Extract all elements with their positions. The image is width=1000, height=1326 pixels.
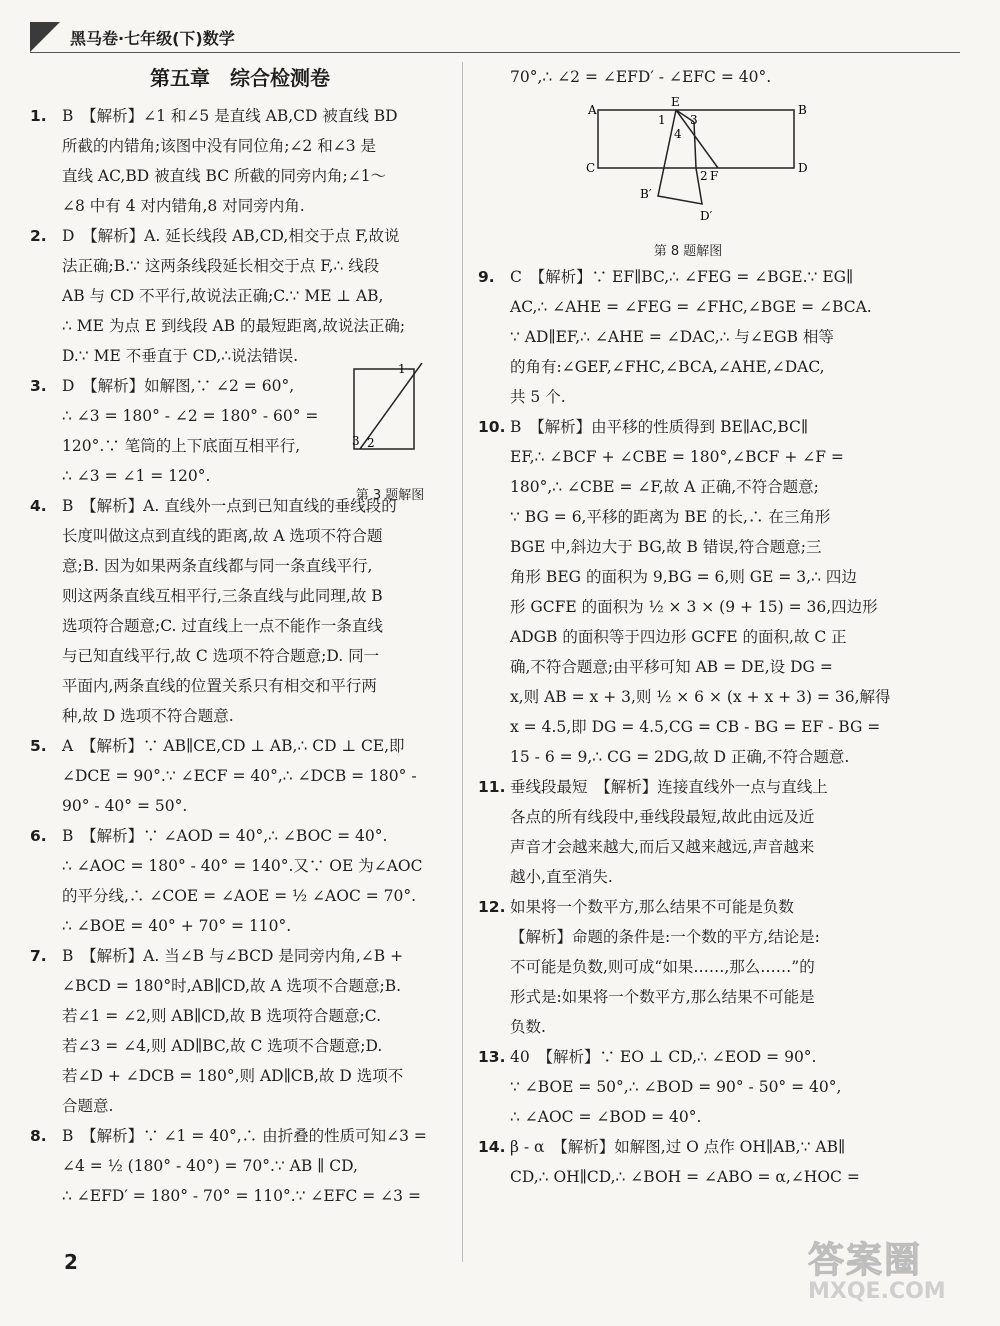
answer-line: ∠4 = ½ (180° - 40°) = 70°.∵ AB ∥ CD, bbox=[62, 1157, 358, 1175]
answer-line: ADGB 的面积等于四边形 GCFE 的面积,故 C 正 bbox=[510, 628, 847, 646]
answer-line: ∵ AD∥EF,∴ ∠AHE = ∠DAC,∴ 与∠EGB 相等 bbox=[510, 328, 834, 346]
fig3-label-1: 1 bbox=[398, 363, 406, 376]
answer-13 bbox=[478, 1042, 898, 1132]
answer-line: 意;B. 因为如果两条直线都与同一条直线平行, bbox=[62, 557, 373, 575]
answer-8-continued: 70°,∴ ∠2 = ∠EFD′ - ∠EFC = 40°. bbox=[510, 68, 772, 86]
answer-12 bbox=[478, 892, 898, 1042]
answer-number: 12. bbox=[478, 898, 506, 916]
svg-text:D: D bbox=[798, 161, 808, 175]
answer-line: D 【解析】A. 延长线段 AB,CD,相交于点 F,故说 bbox=[62, 227, 400, 245]
answer-line: B 【解析】A. 当∠B 与∠BCD 是同旁内角,∠B + bbox=[62, 947, 404, 965]
answer-line: ∴ ME 为点 E 到线段 AB 的最短距离,故说法正确; bbox=[62, 317, 406, 335]
right-column bbox=[478, 62, 898, 1192]
answer-line: 越小,直至消失. bbox=[510, 868, 613, 886]
svg-text:1: 1 bbox=[658, 113, 666, 127]
answer-line: C 【解析】∵ EF∥BC,∴ ∠FEG = ∠BGE.∵ EG∥ bbox=[510, 268, 854, 286]
answer-9 bbox=[478, 262, 898, 412]
svg-text:A: A bbox=[588, 103, 597, 117]
figure-8-caption: 第 8 题解图 bbox=[653, 244, 723, 259]
answer-line: ∴ ∠BOE = 40° + 70° = 110°. bbox=[62, 917, 292, 935]
figure-3 bbox=[340, 363, 440, 511]
answer-number: 11. bbox=[478, 778, 506, 796]
answer-line: A 【解析】∵ AB∥CE,CD ⊥ AB,∴ CD ⊥ CE,即 bbox=[62, 737, 405, 755]
answer-line: 与已知直线平行,故 C 选项不符合题意;D. 同一 bbox=[62, 647, 380, 665]
answer-line: 则这两条直线互相平行,三条直线与此同理,故 B bbox=[62, 587, 383, 605]
answer-line: 15 - 6 = 9,∴ CG = 2DG,故 D 正确,不符合题意. bbox=[510, 748, 850, 766]
watermark bbox=[808, 1232, 968, 1314]
svg-text:E: E bbox=[671, 95, 680, 109]
chapter-title: 第五章 综合检测卷 bbox=[150, 66, 330, 90]
figure-8 bbox=[478, 92, 898, 262]
page-number: 2 bbox=[64, 1250, 78, 1274]
header-corner-mark bbox=[30, 22, 60, 52]
svg-text:B′: B′ bbox=[640, 187, 652, 201]
answer-number: 4. bbox=[30, 497, 47, 515]
answer-line: ∠BCD = 180°时,AB∥CD,故 A 选项不合题意;B. bbox=[62, 977, 402, 995]
svg-text:F: F bbox=[710, 169, 719, 183]
svg-text:B: B bbox=[798, 103, 807, 117]
answer-6 bbox=[30, 821, 450, 941]
answer-number: 8. bbox=[30, 1127, 47, 1145]
answer-line: 120°.∵ 笔筒的上下底面互相平行, bbox=[62, 437, 301, 455]
answer-line: ∠DCE = 90°.∵ ∠ECF = 40°,∴ ∠DCB = 180° - bbox=[62, 767, 417, 785]
answer-line: β - α 【解析】如解图,过 O 点作 OH∥AB,∵ AB∥ bbox=[510, 1138, 846, 1156]
answer-4 bbox=[30, 491, 450, 731]
header-title: 黑马卷·七年级(下)数学 bbox=[70, 29, 235, 48]
answer-line: AB 与 CD 不平行,故说法正确;C.∵ ME ⊥ AB, bbox=[62, 287, 384, 305]
answer-line: B 【解析】A. 直线外一点到已知直线的垂线段的 bbox=[62, 497, 397, 515]
answer-number: 10. bbox=[478, 418, 506, 436]
answer-line: ∠8 中有 4 对内错角,8 对同旁内角. bbox=[62, 197, 305, 215]
answer-line: 若∠1 = ∠2,则 AB∥CD,故 B 选项符合题意;C. bbox=[62, 1007, 381, 1025]
running-header bbox=[30, 22, 960, 53]
answer-line: 种,故 D 选项不符合题意. bbox=[62, 707, 234, 725]
answer-line: ∴ ∠3 = ∠1 = 120°. bbox=[62, 467, 211, 485]
figure-8-diagram bbox=[478, 92, 898, 234]
answer-line: 所截的内错角;该图中没有同位角;∠2 和∠3 是 bbox=[62, 137, 376, 155]
answer-line: ∵ BG = 6,平移的距离为 BE 的长,∴ 在三角形 bbox=[510, 508, 831, 526]
answer-14 bbox=[478, 1132, 898, 1192]
answer-number: 2. bbox=[30, 227, 47, 245]
answer-1 bbox=[30, 101, 450, 221]
answer-line: 各点的所有线段中,垂线段最短,故此由远及近 bbox=[510, 808, 815, 826]
answer-line: x,则 AB = x + 3,则 ½ × 6 × (x + x + 3) = 36,解得 bbox=[510, 688, 891, 706]
answer-line: ∴ ∠3 = 180° - ∠2 = 180° - 60° = bbox=[62, 407, 319, 425]
answer-line: D.∵ ME 不垂直于 CD,∴说法错误. bbox=[62, 347, 299, 365]
column-divider bbox=[462, 62, 463, 1262]
fig3-label-2: 2 bbox=[367, 436, 375, 450]
answer-number: 1. bbox=[30, 107, 47, 125]
answer-line: 法正确;B.∵ 这两条线段延长相交于点 F,∴ 线段 bbox=[62, 257, 380, 275]
svg-text:C: C bbox=[586, 161, 596, 175]
answer-line: 声音才会越来越大,而后又越来越远,声音越来 bbox=[510, 838, 815, 856]
answer-number: 13. bbox=[478, 1048, 506, 1066]
answer-line: 垂线段最短 【解析】连接直线外一点与直线上 bbox=[510, 778, 828, 796]
answer-line: 合题意. bbox=[62, 1097, 114, 1115]
answer-line: x = 4.5,即 DG = 4.5,CG = CB - BG = EF - BG = bbox=[510, 718, 881, 736]
answer-line: 的平分线,∴ ∠COE = ∠AOE = ½ ∠AOC = 70°. bbox=[62, 887, 417, 905]
answer-8 bbox=[30, 1121, 450, 1211]
answer-7 bbox=[30, 941, 450, 1121]
answer-line: CD,∴ OH∥CD,∴ ∠BOH = ∠ABO = α,∠HOC = bbox=[510, 1168, 860, 1186]
svg-text:D′: D′ bbox=[700, 209, 713, 223]
answer-number: 5. bbox=[30, 737, 47, 755]
watermark-logo: 答案圈 bbox=[808, 1240, 923, 1281]
answer-number: 6. bbox=[30, 827, 47, 845]
answer-10 bbox=[478, 412, 898, 772]
svg-text:2: 2 bbox=[700, 169, 708, 183]
answer-line: 形 GCFE 的面积为 ½ × 3 × (9 + 15) = 36,四边形 bbox=[510, 598, 878, 616]
answer-5 bbox=[30, 731, 450, 821]
answer-line: D 【解析】如解图,∵ ∠2 = 60°, bbox=[62, 377, 295, 395]
answer-line: 若∠D + ∠DCB = 180°,则 AD∥CB,故 D 选项不 bbox=[62, 1067, 404, 1085]
answer-line: ∴ ∠AOC = ∠BOD = 40°. bbox=[510, 1108, 702, 1126]
answer-line: 角形 BEG 的面积为 9,BG = 6,则 GE = 3,∴ 四边 bbox=[510, 568, 857, 586]
answer-line: B 【解析】由平移的性质得到 BE∥AC,BC∥ bbox=[510, 418, 809, 436]
answer-line: 90° - 40° = 50°. bbox=[62, 797, 188, 815]
answer-line: 确,不符合题意;由平移可知 AB = DE,设 DG = bbox=[510, 658, 833, 676]
answer-line: AC,∴ ∠AHE = ∠FEG = ∠FHC,∠BGE = ∠BCA. bbox=[510, 298, 872, 316]
answer-line: ∴ ∠AOC = 180° - 40° = 140°.又∵ OE 为∠AOC bbox=[62, 857, 423, 875]
answer-line: EF,∴ ∠BCF + ∠CBE = 180°,∠BCF + ∠F = bbox=[510, 448, 844, 466]
answer-line: 长度叫做这点到直线的距离,故 A 选项不符合题 bbox=[62, 527, 383, 545]
answer-line: 若∠3 = ∠4,则 AD∥BC,故 C 选项不合题意;D. bbox=[62, 1037, 383, 1055]
answer-number: 3. bbox=[30, 377, 47, 395]
answer-line: 180°,∴ ∠CBE = ∠F,故 A 正确,不符合题意; bbox=[510, 478, 819, 496]
answer-2 bbox=[30, 221, 450, 371]
answer-line: 共 5 个. bbox=[510, 388, 566, 406]
answer-line: ∴ ∠EFD′ = 180° - 70° = 110°.∵ ∠EFC = ∠3 = bbox=[62, 1187, 421, 1205]
answer-line: BGE 中,斜边大于 BG,故 B 错误,符合题意;三 bbox=[510, 538, 822, 556]
fig3-label-3: 3 bbox=[352, 434, 360, 448]
answer-line: 的角有:∠GEF,∠FHC,∠BCA,∠AHE,∠DAC, bbox=[510, 358, 825, 376]
answer-line: 40 【解析】∵ EO ⊥ CD,∴ ∠EOD = 90°. bbox=[510, 1048, 817, 1066]
watermark-url: MXQE.COM bbox=[808, 1279, 946, 1304]
answer-line: 平面内,两条直线的位置关系只有相交和平行两 bbox=[62, 677, 377, 695]
answer-11 bbox=[478, 772, 898, 892]
answer-line: 【解析】命题的条件是:一个数的平方,结论是: bbox=[510, 928, 820, 946]
answer-line: 直线 AC,BD 被直线 BC 所截的同旁内角;∠1～ bbox=[62, 167, 387, 185]
answer-line: B 【解析】∠1 和∠5 是直线 AB,CD 被直线 BD bbox=[62, 107, 398, 125]
answer-3 bbox=[30, 363, 450, 503]
answer-number: 14. bbox=[478, 1138, 506, 1156]
answer-line: 如果将一个数平方,那么结果不可能是负数 bbox=[510, 898, 794, 916]
figure-3-diagram bbox=[340, 363, 440, 471]
answer-number: 9. bbox=[478, 268, 495, 286]
left-column bbox=[30, 62, 450, 1211]
answer-line: ∵ ∠BOE = 50°,∴ ∠BOD = 90° - 50° = 40°, bbox=[510, 1078, 842, 1096]
answer-number: 7. bbox=[30, 947, 47, 965]
answer-line: 不可能是负数,则可成“如果……,那么……”的 bbox=[510, 958, 815, 976]
svg-text:3: 3 bbox=[690, 113, 698, 127]
answer-line: 选项符合题意;C. 过直线上一点不能作一条直线 bbox=[62, 617, 383, 635]
answer-line: B 【解析】∵ ∠AOD = 40°,∴ ∠BOC = 40°. bbox=[62, 827, 388, 845]
figure-3-caption: 第 3 题解图 bbox=[355, 488, 425, 503]
answer-line: 形式是:如果将一个数平方,那么结果不可能是 bbox=[510, 988, 815, 1006]
answer-line: B 【解析】∵ ∠1 = 40°,∴ 由折叠的性质可知∠3 = bbox=[62, 1127, 427, 1145]
answer-line: 负数. bbox=[510, 1018, 546, 1036]
svg-text:4: 4 bbox=[674, 127, 682, 141]
